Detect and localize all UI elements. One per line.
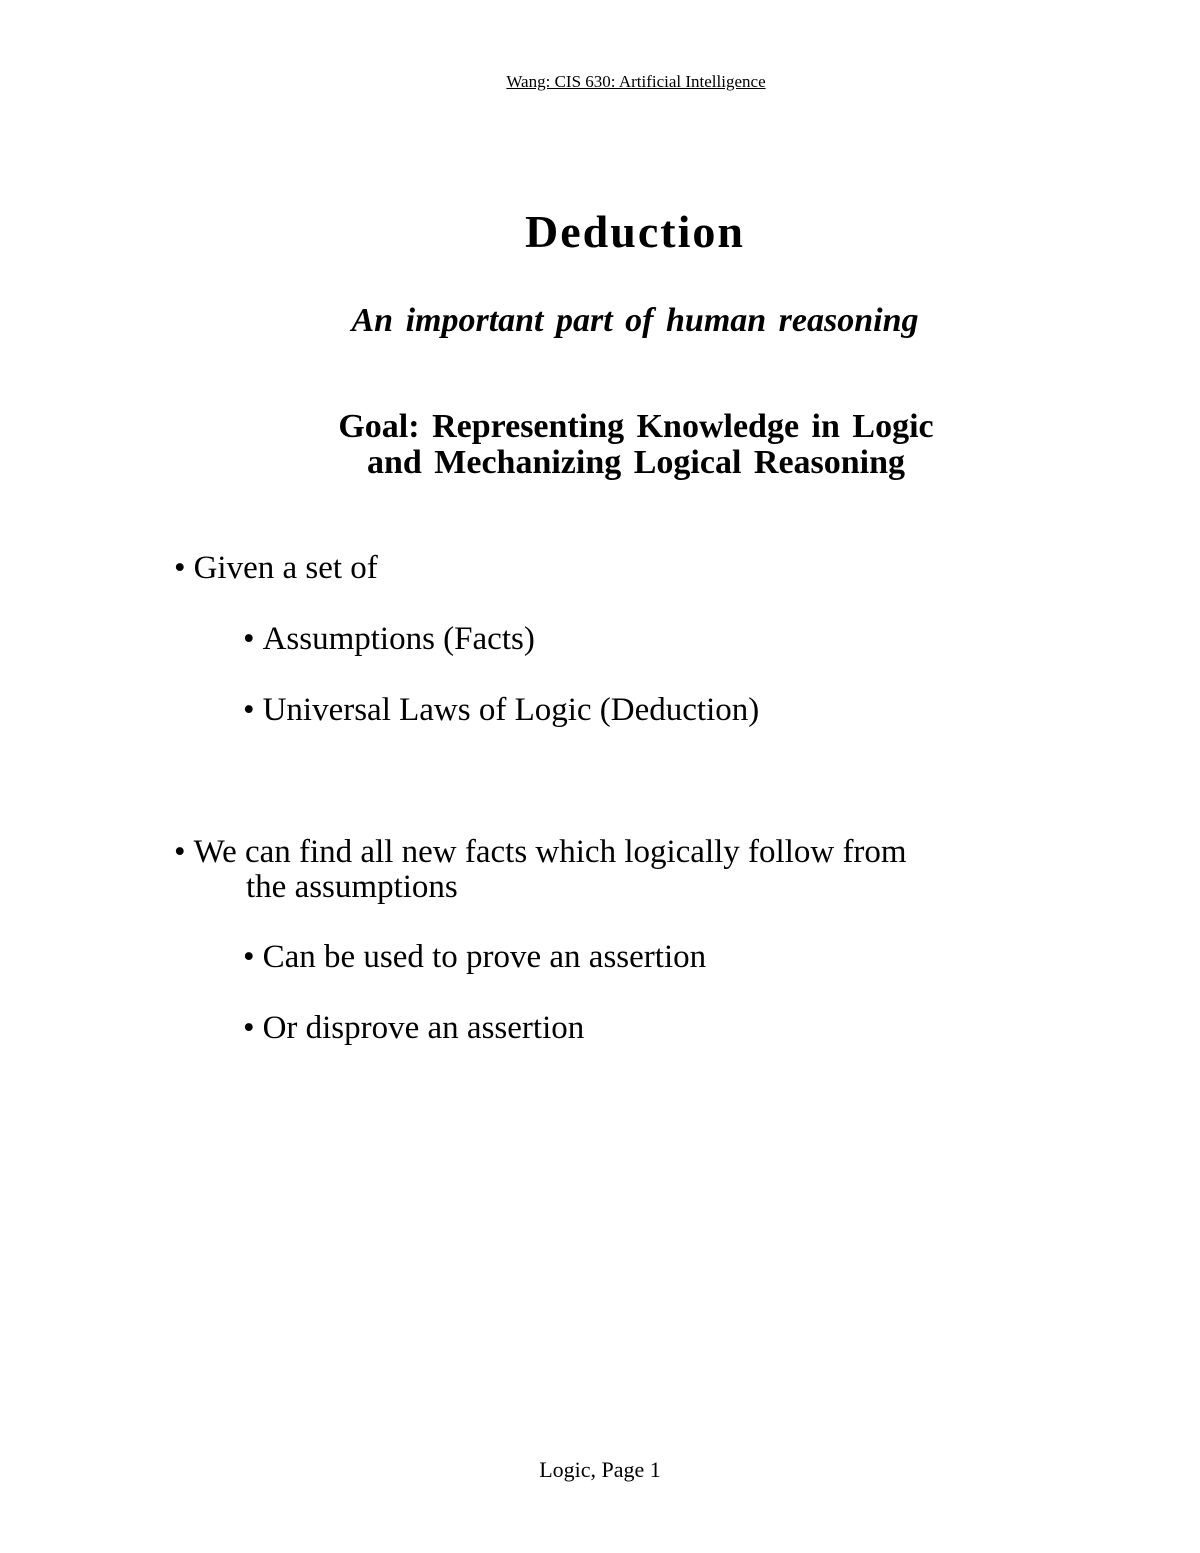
- bullet-given: [174, 551, 378, 586]
- bullet-text: Or disprove an assertion: [262, 1010, 585, 1046]
- goal-line-2: and Mechanizing Logical Reasoning: [366, 444, 906, 481]
- sub-bullet-disprove: [243, 1011, 584, 1046]
- page-header: Wang: CIS 630: Artificial Intelligence: [506, 72, 766, 91]
- bullet-icon: •: [243, 692, 255, 728]
- goal-line-1: Goal: Representing Knowledge in Logic: [338, 408, 934, 445]
- bullet-icon: •: [174, 550, 186, 586]
- page-footer: Logic, Page 1: [539, 1457, 661, 1482]
- bullet-text: We can find all new facts which logically follow from: [193, 834, 907, 870]
- bullet-icon: •: [243, 621, 255, 657]
- bullet-text: Given a set of: [193, 550, 378, 586]
- bullet-find-facts-continuation: the assumptions: [246, 869, 458, 905]
- goal-statement: [0, 409, 1200, 481]
- page-subtitle: An important part of human reasoning: [351, 302, 919, 339]
- sub-bullet-prove: [243, 940, 706, 975]
- bullet-text: Universal Laws of Logic (Deduction): [262, 692, 760, 728]
- bullet-icon: •: [243, 939, 255, 975]
- sub-bullet-assumptions: [243, 622, 535, 657]
- sub-bullet-universal-laws: [243, 693, 759, 728]
- bullet-icon: •: [174, 834, 186, 870]
- bullet-text: Assumptions (Facts): [262, 621, 535, 657]
- bullet-find-facts: [174, 835, 907, 870]
- page-title: Deduction: [525, 206, 745, 257]
- bullet-icon: •: [243, 1010, 255, 1046]
- bullet-text: Can be used to prove an assertion: [262, 939, 707, 975]
